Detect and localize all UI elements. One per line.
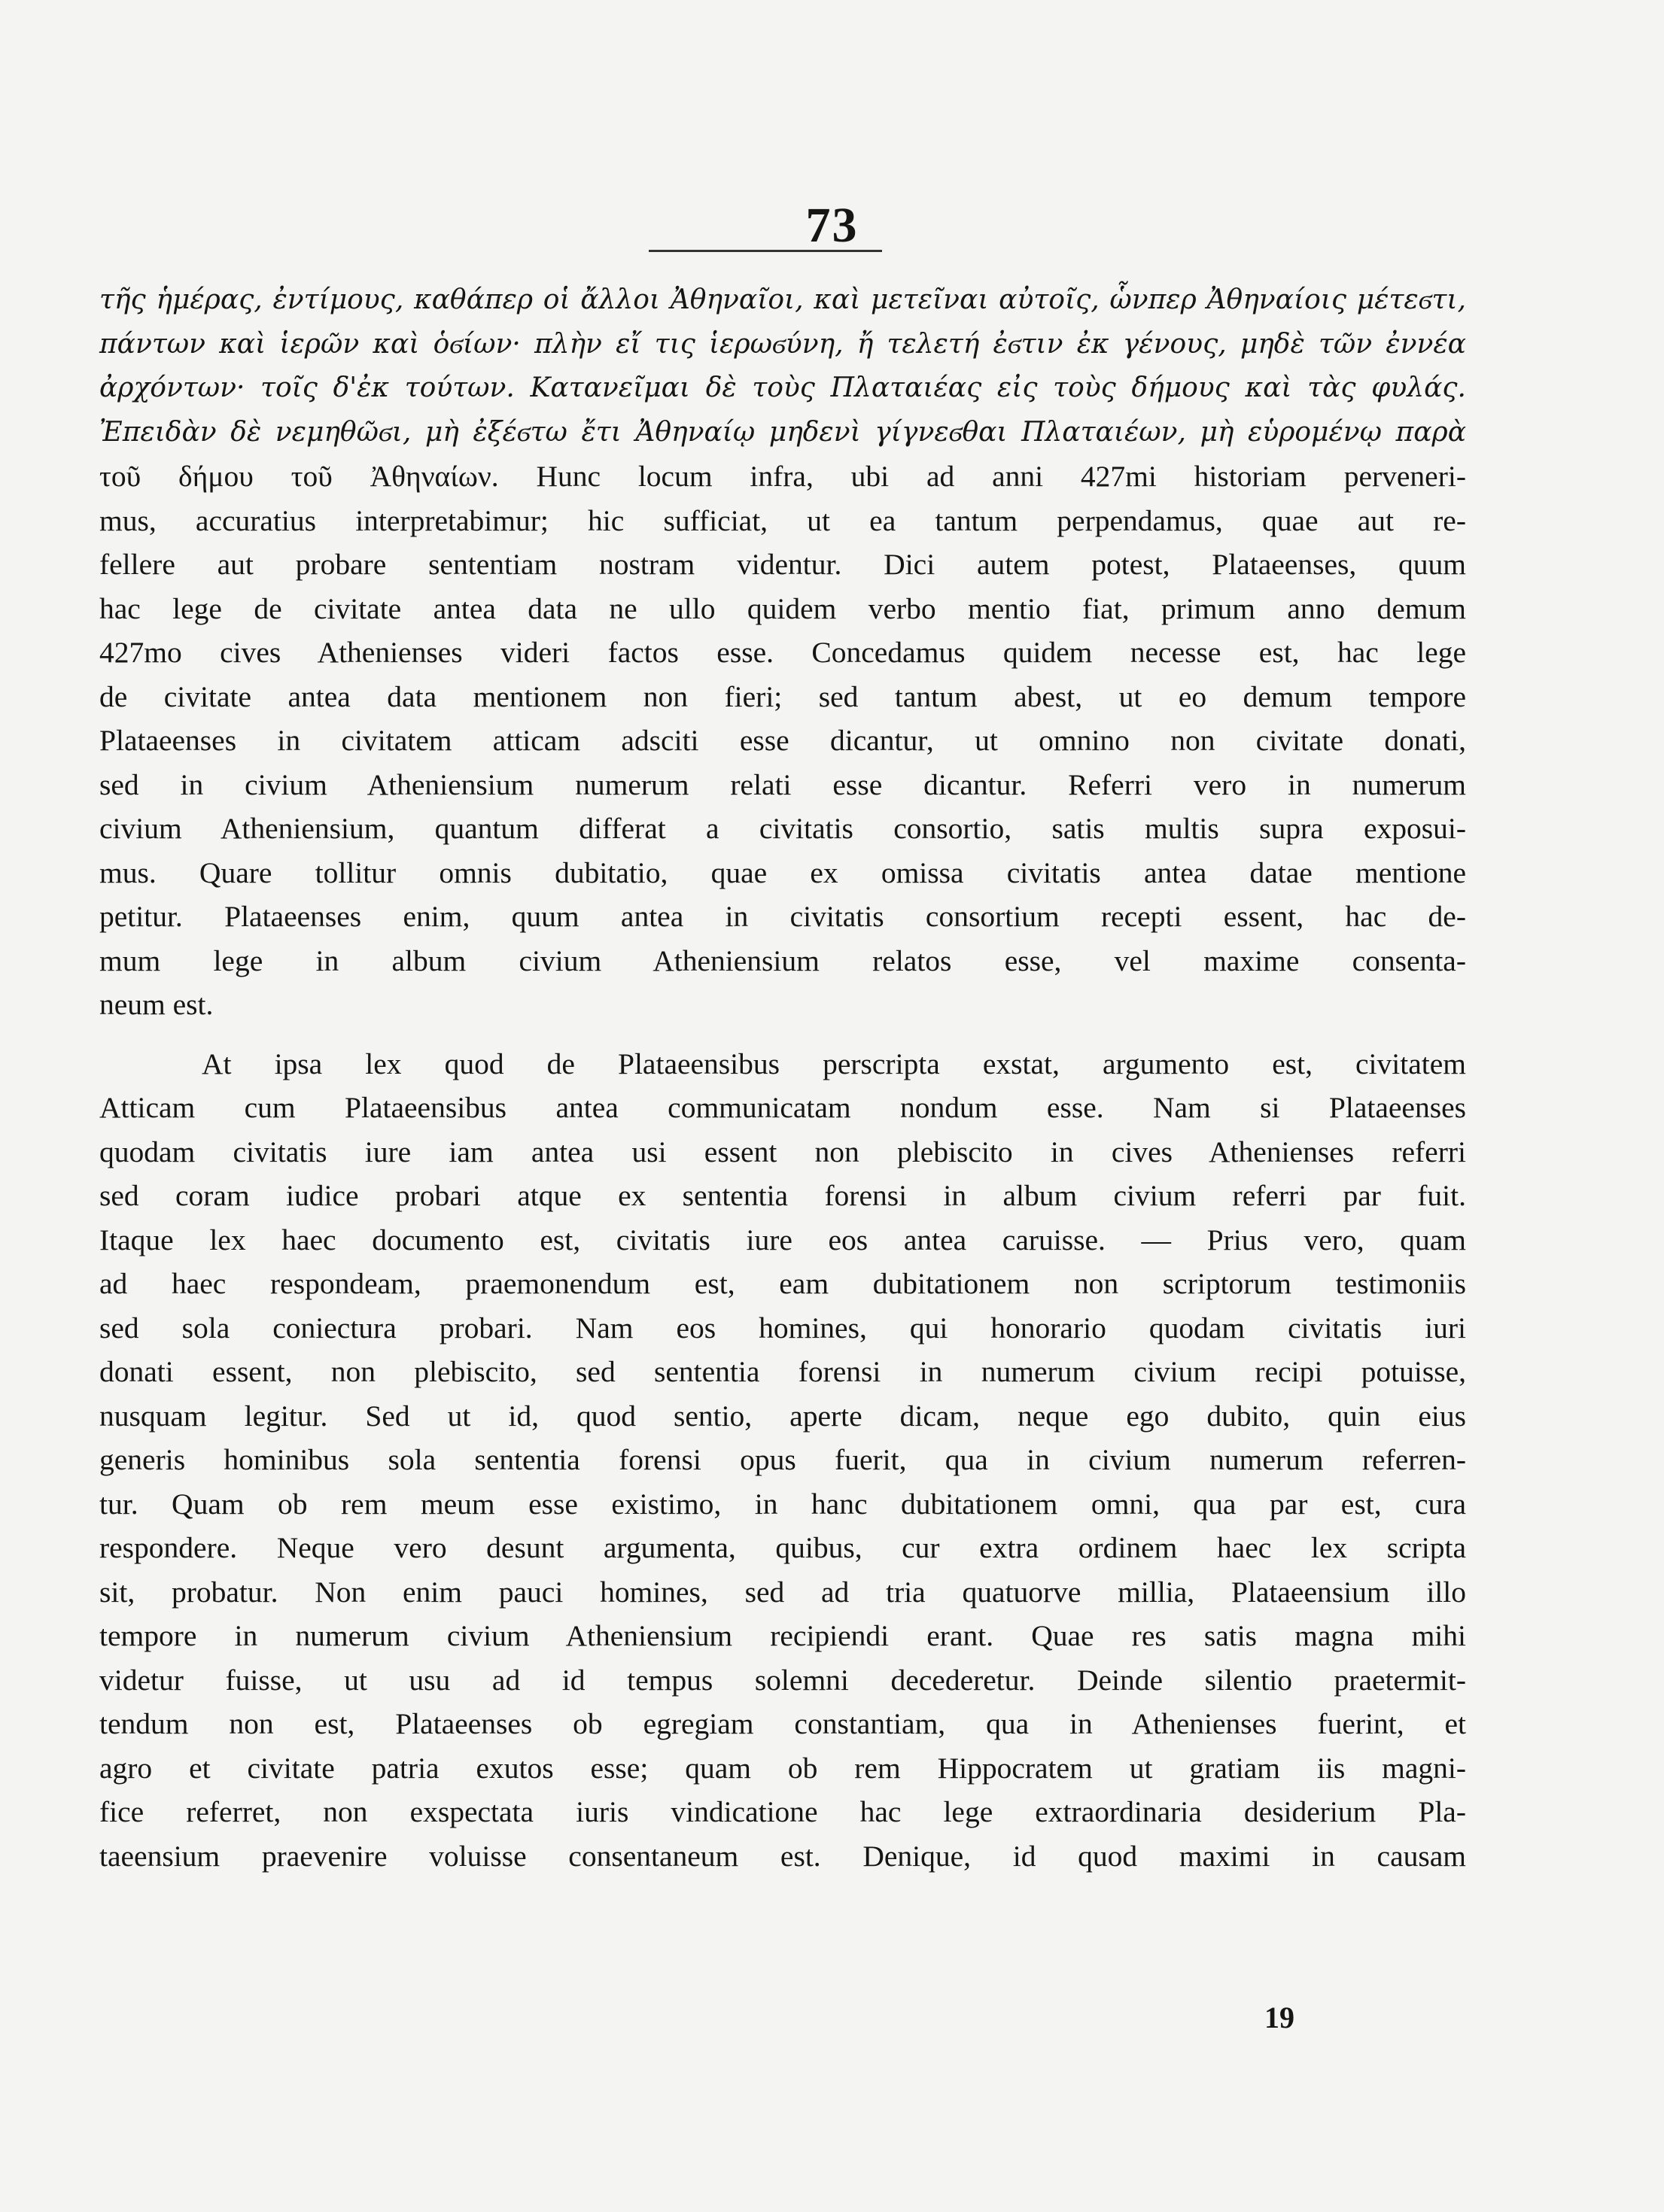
signature-mark: 19	[1264, 2001, 1294, 2034]
body-text	[99, 278, 1466, 1878]
text-line: sed coram iudice probari atque ex sententia forensi in album civium referri par fuit.	[99, 1179, 1466, 1212]
text-line: mum lege in album civium Atheniensium relatos esse, vel maxime consenta-	[99, 943, 1466, 977]
text-line: petitur. Plataeenses enim, quum antea in civitatis consortium recepti essent, hac de-	[99, 900, 1466, 933]
text-line: donati essent, non plebiscito, sed sententia forensi in numerum civium recipi potuisse,	[99, 1355, 1466, 1388]
text-line: fellere aut probare sententiam nostram videntur. Dici autem potest, Plataeenses, quum	[99, 548, 1466, 581]
text-line: 427mo cives Athenienses videri factos esse. Concedamus quidem necesse est, hac lege	[99, 636, 1466, 669]
text-line: de civitate antea data mentionem non fieri; sed tantum abest, ut eo demum tempore	[99, 679, 1466, 713]
paragraph-gap	[99, 1027, 1466, 1042]
text-line: hac lege de civitate antea data ne ullo quidem verbo mentio fiat, primum anno demum	[99, 591, 1466, 625]
text-line: fice referret, non exspectata iuris vindicatione hac lege extraordinaria desiderium Pla-	[99, 1795, 1466, 1828]
text-line: sed sola coniectura probari. Nam eos homines, qui honorario quodam civitatis iuri	[99, 1311, 1466, 1345]
text-line: tur. Quam ob rem meum esse existimo, in hanc dubitationem omni, qua par est, cura	[99, 1487, 1466, 1521]
text-line: civium Atheniensium, quantum differat a civitatis consortio, satis multis supra exposui-	[99, 812, 1466, 845]
text-line: πάντων καὶ ἱερῶν καὶ ὁϭίων· πλὴν εἴ τις ἱερωϭύνη, ἤ τελετή ἐϭτιν ἐκ γένους, μηδὲ τῶν ἐννέα	[99, 328, 1466, 360]
text-line: videtur fuisse, ut usu ad id tempus solemni decederetur. Deinde silentio praetermit-	[99, 1663, 1466, 1697]
text-line: τοῦ δήμου τοῦ Ἀθηναίων. Hunc locum infra, ubi ad anni 427mi historiam perveneri-	[99, 460, 1466, 493]
text-line: sed in civium Atheniensium numerum relati esse dicantur. Referri vero in numerum	[99, 767, 1466, 801]
text-line: At ipsa lex quod de Plataeensibus perscripta exstat, argumento est, civitatem	[202, 1047, 1466, 1080]
text-line: taeensium praevenire voluisse consentaneum est. Denique, id quod maximi in causam	[99, 1839, 1466, 1873]
text-line: generis hominibus sola sententia forensi opus fuerit, qua in civium numerum referren-	[99, 1443, 1466, 1476]
text-line: τῆς ἡμέρας, ἐντίμους, καθάπερ οἱ ἄλλοι Ἀθηναῖοι, καὶ μετεῖναι αὐτοῖς, ὧνπερ Ἀθηναίοις μέτεϭτι,	[99, 284, 1466, 315]
text-line: nusquam legitur. Sed ut id, quod sentio, aperte dicam, neque ego dubito, quin eius	[99, 1399, 1466, 1433]
text-line: ad haec respondeam, praemonendum est, eam dubitationem non scriptorum testimoniis	[99, 1267, 1466, 1300]
text-line: tendum non est, Plataeenses ob egregiam constantiam, qua in Athenienses fuerint, et	[99, 1707, 1466, 1740]
text-line: mus, accuratius interpretabimur; hic sufficiat, ut ea tantum perpendamus, quae aut re-	[99, 503, 1466, 537]
text-line: Atticam cum Plataeensibus antea communicatam nondum esse. Nam si Plataeenses	[99, 1091, 1466, 1124]
text-line: quodam civitatis iure iam antea usi essent non plebiscito in cives Athenienses referri	[99, 1135, 1466, 1168]
text-line: agro et civitate patria exutos esse; quam ob rem Hippocratem ut gratiam iis magni-	[99, 1751, 1466, 1785]
text-line: neum est.	[99, 988, 214, 1021]
text-line: ἀρχόντων· τοῖς δ'ἐκ τούτων. Κατανεῖμαι δὲ τοὺς Πλαταιέας εἰς τοὺς δήμους καὶ τὰς φυλάς.	[99, 372, 1466, 403]
header-rule	[649, 250, 882, 252]
text-line: sit, probatur. Non enim pauci homines, sed ad tria quatuorve millia, Plataeensium illo	[99, 1575, 1466, 1609]
text-line: respondere. Neque vero desunt argumenta, quibus, cur extra ordinem haec lex scripta	[99, 1531, 1466, 1564]
page-number: 73	[805, 198, 859, 253]
text-line: tempore in numerum civium Atheniensium recipiendi erant. Quae res satis magna mihi	[99, 1619, 1466, 1652]
text-line: Itaque lex haec documento est, civitatis iure eos antea caruisse. — Prius vero, quam	[99, 1223, 1466, 1256]
text-line: Plataeenses in civitatem atticam adsciti esse dicantur, ut omnino non civitate donati,	[99, 724, 1466, 757]
text-line: mus. Quare tollitur omnis dubitatio, quae ex omissa civitatis antea datae mentione	[99, 855, 1466, 889]
text-line: Ἐπειδὰν δὲ νεμηθῶϭι, μὴ ἐξέϭτω ἔτι Ἀθηναίῳ μηδενὶ γίγνεϭθαι Πλαταιέων, μὴ εὑρομένῳ παρὰ	[99, 416, 1466, 448]
